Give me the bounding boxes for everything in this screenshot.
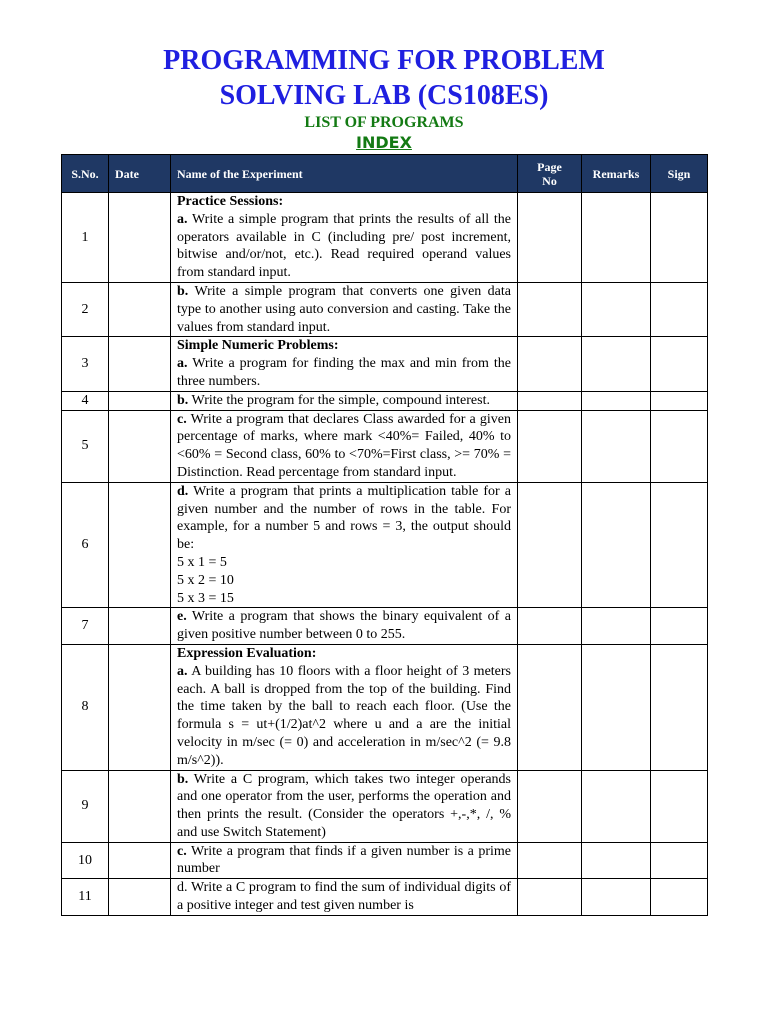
- table-row: [62, 337, 708, 391]
- row-remarks-cell: [582, 391, 651, 410]
- section-heading: Expression Evaluation:: [177, 645, 317, 661]
- row-sign-cell: [651, 193, 708, 283]
- header-page-line-1: Page: [537, 159, 562, 174]
- table-header-row: [62, 155, 708, 193]
- item-text: A building has 10 floors with a floor height of 3 meters each. A ball is dropped from the top of the building. Find the time taken by the ball to reach each floor. (Use the formula s = ut+(1/2)at^2 where u and a are the initial velocity in m/sec (= 0) and acceleration in m/sec^2 (= 9.8 m/s^2)).: [177, 663, 511, 768]
- row-date-cell: [109, 282, 171, 336]
- row-sno: 10: [62, 842, 109, 879]
- row-page-cell: [518, 770, 582, 842]
- row-remarks-cell: [582, 608, 651, 645]
- row-sno: 7: [62, 608, 109, 645]
- item-text: Write a program that shows the binary equivalent of a given positive number between 0 to 255.: [177, 609, 511, 643]
- document-title-line-2: SOLVING LAB (CS108ES): [219, 80, 549, 111]
- row-sign-cell: [651, 842, 708, 879]
- table-row: [62, 391, 708, 410]
- row-remarks-cell: [582, 879, 651, 916]
- row-remarks-cell: [582, 282, 651, 336]
- table-row: [62, 608, 708, 645]
- index-heading: [0, 133, 768, 153]
- row-page-cell: [518, 282, 582, 336]
- row-sno: 6: [62, 482, 109, 608]
- row-date-cell: [109, 482, 171, 608]
- row-sno: 11: [62, 879, 109, 916]
- row-page-cell: [518, 644, 582, 770]
- document-subtitle: LIST OF PROGRAMS: [304, 114, 464, 131]
- item-text: Write a simple program that prints the results of all the operators available in C (including pre/ post increment, bitwise and/or/not, etc.). Read required operand values from standard input.: [177, 211, 512, 281]
- row-sno: 4: [62, 391, 109, 410]
- item-label: b.: [177, 392, 189, 408]
- example-output-line-3: 5 x 3 = 15: [177, 590, 234, 606]
- item-label: a.: [177, 663, 188, 679]
- row-sno: 8: [62, 644, 109, 770]
- example-output-line-2: 5 x 2 = 10: [177, 572, 234, 588]
- item-text: d. Write a C program to find the sum of individual digits of a positive integer and test given number is: [177, 880, 511, 914]
- table-row: [62, 842, 708, 879]
- table-row: [62, 410, 708, 482]
- index-heading-text: INDEX: [356, 133, 412, 152]
- table-row: [62, 282, 708, 336]
- row-date-cell: [109, 842, 171, 879]
- item-text: Write a C program, which takes two integer operands and one operator from the user, performs the operation and then prints the result. (Consider the operators +,-,*, /, % and use Switch Statement): [177, 771, 511, 840]
- header-experiment-name: Name of the Experiment: [171, 155, 518, 193]
- header-sign: Sign: [651, 155, 708, 193]
- program-index-table: [61, 154, 708, 916]
- example-output-line-1: 5 x 1 = 5: [177, 554, 227, 570]
- item-text: Write a program that declares Class awarded for a given percentage of marks, where mark <40%= Failed, 40% to <60% = Second class, 60% to <70%=First class, >= 70% = Distinction. Read percentage from standard input.: [177, 411, 511, 480]
- row-remarks-cell: [582, 193, 651, 283]
- row-sno: 9: [62, 770, 109, 842]
- row-page-cell: [518, 193, 582, 283]
- item-text: Write a program for finding the max and min from the three numbers.: [177, 356, 511, 389]
- item-text: Write a program that prints a multiplication table for a given number and the number of rows in the table. For example, for a number 5 and rows = 3, the output should be:: [177, 483, 511, 553]
- row-page-cell: [518, 337, 582, 391]
- section-heading: Simple Numeric Problems:: [177, 338, 339, 354]
- row-sign-cell: [651, 608, 708, 645]
- table-row: [62, 644, 708, 770]
- row-date-cell: [109, 608, 171, 645]
- table-row: [62, 482, 708, 608]
- item-text: Write the program for the simple, compound interest.: [191, 392, 490, 408]
- item-label: e.: [177, 609, 187, 625]
- row-page-cell: [518, 842, 582, 879]
- row-sign-cell: [651, 879, 708, 916]
- row-date-cell: [109, 193, 171, 283]
- item-label: a.: [177, 211, 188, 227]
- row-sno: 2: [62, 282, 109, 336]
- item-text: Write a program that finds if a given number is a prime number: [177, 843, 511, 877]
- table-row: [62, 770, 708, 842]
- item-text: Write a simple program that converts one given data type to another using auto conversion and casting. Take the values from standard input.: [177, 283, 511, 335]
- row-sign-cell: [651, 337, 708, 391]
- row-date-cell: [109, 879, 171, 916]
- header-page-no: [518, 155, 582, 193]
- row-sign-cell: [651, 644, 708, 770]
- row-date-cell: [109, 644, 171, 770]
- row-sign-cell: [651, 391, 708, 410]
- row-page-cell: [518, 391, 582, 410]
- row-experiment: [171, 644, 518, 770]
- row-remarks-cell: [582, 842, 651, 879]
- row-date-cell: [109, 337, 171, 391]
- row-remarks-cell: [582, 337, 651, 391]
- row-sno: 3: [62, 337, 109, 391]
- section-heading: Practice Sessions:: [177, 194, 284, 209]
- header-page-line-2: No: [542, 173, 557, 188]
- header-date: Date: [109, 155, 171, 193]
- row-date-cell: [109, 770, 171, 842]
- row-remarks-cell: [582, 644, 651, 770]
- row-experiment: [171, 879, 518, 916]
- row-page-cell: [518, 482, 582, 608]
- table-row: [62, 879, 708, 916]
- row-sno: 1: [62, 193, 109, 283]
- row-remarks-cell: [582, 770, 651, 842]
- row-sign-cell: [651, 482, 708, 608]
- item-label: d.: [177, 483, 189, 499]
- row-page-cell: [518, 410, 582, 482]
- document-title-line-1: PROGRAMMING FOR PROBLEM: [163, 45, 605, 76]
- row-experiment: [171, 391, 518, 410]
- row-date-cell: [109, 410, 171, 482]
- row-date-cell: [109, 391, 171, 410]
- row-experiment: [171, 608, 518, 645]
- item-label: b.: [177, 771, 189, 787]
- row-experiment: [171, 410, 518, 482]
- row-sign-cell: [651, 282, 708, 336]
- item-label: c.: [177, 843, 187, 859]
- header-remarks: Remarks: [582, 155, 651, 193]
- row-page-cell: [518, 879, 582, 916]
- row-sign-cell: [651, 410, 708, 482]
- row-remarks-cell: [582, 482, 651, 608]
- item-label: c.: [177, 411, 187, 427]
- row-experiment: [171, 282, 518, 336]
- row-experiment: [171, 842, 518, 879]
- row-experiment: [171, 770, 518, 842]
- table-row: [62, 193, 708, 283]
- row-experiment: [171, 337, 518, 391]
- row-sign-cell: [651, 770, 708, 842]
- row-experiment: [171, 482, 518, 608]
- item-label: b.: [177, 283, 189, 299]
- row-experiment: [171, 193, 518, 283]
- row-sno: 5: [62, 410, 109, 482]
- row-page-cell: [518, 608, 582, 645]
- header-sno: S.No.: [62, 155, 109, 193]
- item-label: a.: [177, 356, 188, 372]
- row-remarks-cell: [582, 410, 651, 482]
